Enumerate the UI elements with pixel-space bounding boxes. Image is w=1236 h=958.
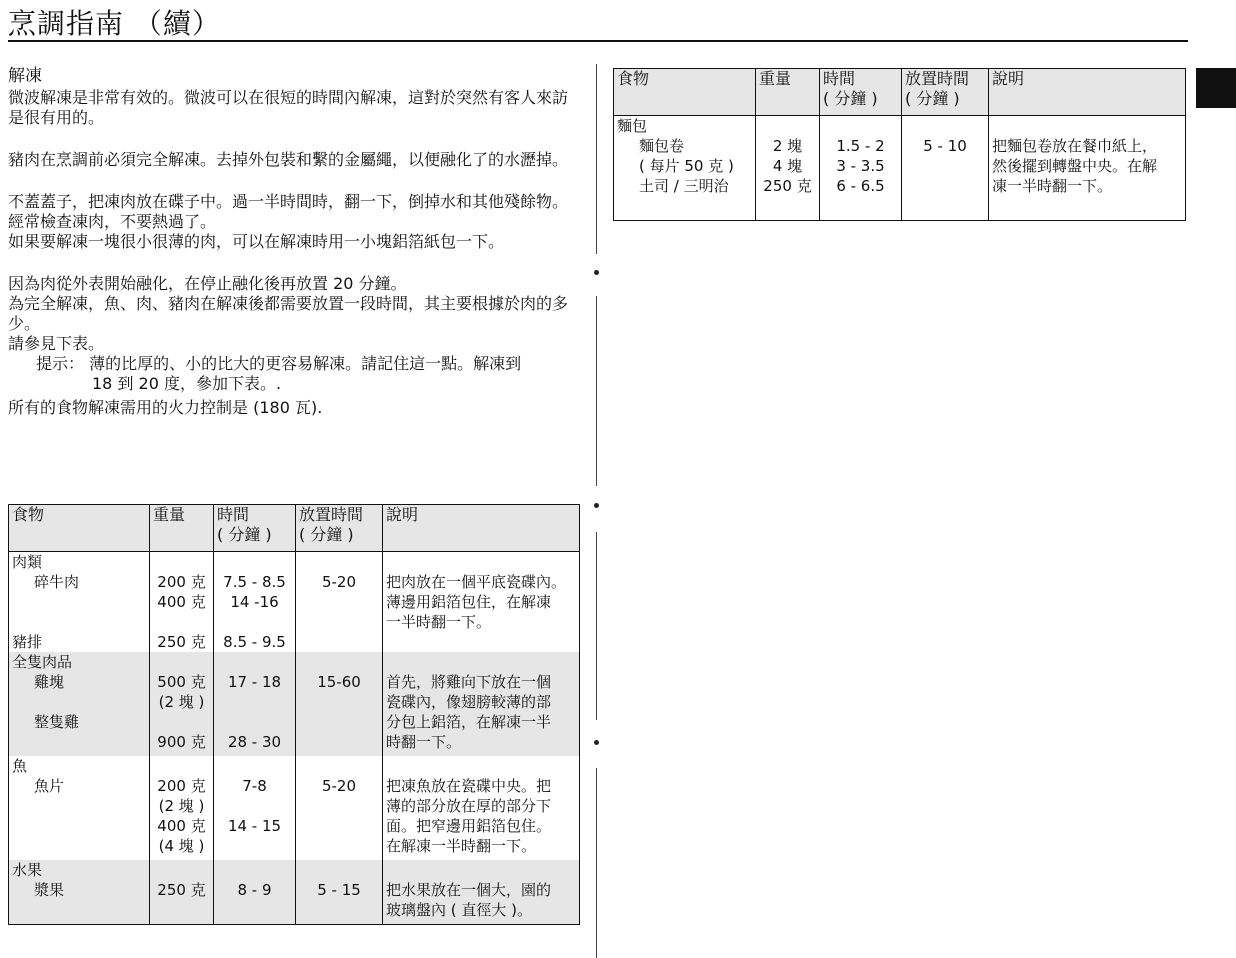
time-value: 8.5 - 9.5	[223, 633, 286, 651]
section-tab-marker	[1196, 68, 1236, 108]
paragraph: 為完全解凍，魚、肉、豬肉在解凍後都需要放置一段時間，其主要根據於肉的多少。	[8, 294, 569, 333]
category-label: 肉類	[12, 553, 43, 571]
time-value: 3 - 3.5	[836, 157, 885, 175]
table-row	[9, 860, 580, 925]
time-value: 7-8	[242, 777, 267, 795]
food-item: 雞塊	[34, 673, 65, 691]
note-line: 凍一半時翻一下。	[992, 177, 1113, 195]
column-divider	[596, 768, 597, 958]
weight-value: 500 克	[157, 673, 206, 691]
paragraph: 不蓋蓋子，把凍肉放在碟子中。過一半時間時，翻一下，倒掉水和其他殘餘物。	[8, 192, 569, 211]
note-line: 首先，將雞向下放在一個	[386, 673, 552, 691]
note-line: 把麵包卷放在餐巾紙上，	[992, 137, 1158, 155]
paragraph: 微波解凍是非常有效的。微波可以在很短的時間內解凍，這對於突然有客人來訪是很有用的。	[8, 88, 569, 127]
category-label: 麵包	[617, 117, 648, 135]
note-line: 把肉放在一個平底瓷碟內。	[386, 573, 567, 591]
food-item: 碎牛肉	[34, 573, 80, 591]
food-item: 土司 / 三明治	[639, 177, 729, 195]
weight-value: 400 克	[157, 593, 206, 611]
time-value: 28 - 30	[227, 733, 282, 751]
weight-value: 200 克	[157, 573, 206, 591]
weight-value: 900 克	[157, 733, 206, 751]
category-label: 魚	[12, 757, 28, 775]
page-title: 烹調指南 （續）	[8, 7, 221, 40]
food-item: ( 每片 50 克 )	[639, 157, 734, 175]
category-label: 水果	[12, 861, 43, 879]
note-line: 一半時翻一下。	[386, 613, 492, 631]
paragraph: 如果要解凍一塊很小很薄的肉，可以在解凍時用一小塊鋁箔紙包一下。	[8, 232, 505, 251]
bread-defrost-table	[613, 68, 1186, 221]
note-line: 把凍魚放在瓷碟中央。把	[386, 777, 552, 795]
weight-value: 200 克	[157, 777, 206, 795]
paragraph: 經常檢查凍肉，不要熱過了。	[8, 212, 217, 231]
food-item: 魚片	[34, 777, 65, 795]
food-item: 麵包卷	[639, 137, 685, 155]
category-label: 全隻肉品	[12, 653, 73, 671]
column-divider	[596, 64, 597, 254]
tip-line: 提示： 薄的比厚的、小的比大的更容易解凍。請記住這一點。解凍到	[36, 354, 522, 373]
note-line: 玻璃盤內 ( 直徑大 )。	[386, 901, 533, 919]
bullet-dot	[594, 503, 599, 508]
note-line: 薄的部分放在厚的部分下	[386, 797, 552, 815]
standing-value: 15-60	[317, 673, 361, 691]
note-line: 瓷碟內，像翅膀較薄的部	[386, 693, 552, 711]
weight-value: 250 克	[157, 881, 206, 899]
food-item: 整隻雞	[34, 713, 80, 731]
time-value: 14 -16	[230, 593, 279, 611]
weight-value: 4 塊	[772, 157, 803, 175]
header-food: 食物	[9, 505, 150, 552]
table-row	[614, 116, 1186, 221]
food-item: 漿果	[34, 881, 65, 899]
standing-value: 5 - 15	[317, 881, 361, 899]
time-value: 1.5 - 2	[836, 137, 885, 155]
weight-value: 2 塊	[772, 137, 803, 155]
header-standing-time: 放置時間 ( 分鐘 )	[902, 69, 989, 116]
time-value: 14 - 15	[227, 817, 282, 835]
tip-note	[8, 354, 583, 394]
header-standing-time: 放置時間 ( 分鐘 )	[296, 505, 383, 552]
note-line: 分包上鋁箔，在解凍一半	[386, 713, 552, 731]
weight-value: 250 克	[763, 177, 812, 195]
weight-value: 250 克	[157, 633, 206, 651]
standing-value: 5-20	[321, 573, 357, 591]
time-value: 17 - 18	[227, 673, 282, 691]
note-line: 面。把窄邊用鋁箔包住。	[386, 817, 552, 835]
paragraph: 豬肉在烹調前必須完全解凍。去掉外包裝和繫的金屬繩，以便融化了的水瀝掉。	[8, 150, 569, 169]
bullet-dot	[594, 270, 599, 275]
note-line: 然後擺到轉盤中央。在解	[992, 157, 1158, 175]
header-time: 時間 ( 分鐘 )	[820, 69, 902, 116]
table-row	[9, 652, 580, 756]
weight-value: (2 塊 )	[158, 797, 205, 815]
column-divider	[596, 532, 597, 720]
note-line: 薄邊用鋁箔包住，在解凍	[386, 593, 552, 611]
time-value: 8 - 9	[237, 881, 272, 899]
paragraph: 因為肉從外表開始融化，在停止融化後再放置 20 分鐘。	[8, 274, 407, 293]
weight-value: 400 克	[157, 817, 206, 835]
paragraph: 所有的食物解凍需用的火力控制是 (180 瓦).	[8, 398, 323, 417]
food-item: 豬排	[12, 633, 43, 651]
time-value: 6 - 6.5	[836, 177, 885, 195]
standing-value: 5-20	[321, 777, 357, 795]
note-line: 在解凍一半時翻一下。	[386, 837, 537, 855]
header-weight: 重量	[756, 69, 820, 116]
weight-value: (2 塊 )	[158, 693, 205, 711]
tip-line: 18 到 20 度，參加下表。.	[92, 374, 282, 393]
table-row	[9, 552, 580, 653]
header-time: 時間 ( 分鐘 )	[214, 505, 296, 552]
note-line: 時翻一下。	[386, 733, 462, 751]
header-notes: 說明	[383, 505, 580, 552]
section-heading: 解凍	[8, 66, 42, 86]
column-divider	[596, 296, 597, 486]
paragraph: 請參見下表。	[8, 334, 105, 353]
defrost-instructions	[8, 66, 583, 418]
bullet-dot	[594, 740, 599, 745]
defrost-table	[8, 504, 580, 925]
time-value: 7.5 - 8.5	[223, 573, 286, 591]
note-line: 把水果放在一個大，園的	[386, 881, 552, 899]
header-food: 食物	[614, 69, 756, 116]
header-weight: 重量	[150, 505, 214, 552]
standing-value: 5 - 10	[923, 137, 967, 155]
title-rule	[8, 40, 1188, 42]
weight-value: (4 塊 )	[158, 837, 205, 855]
table-row	[9, 756, 580, 860]
header-notes: 說明	[989, 69, 1186, 116]
